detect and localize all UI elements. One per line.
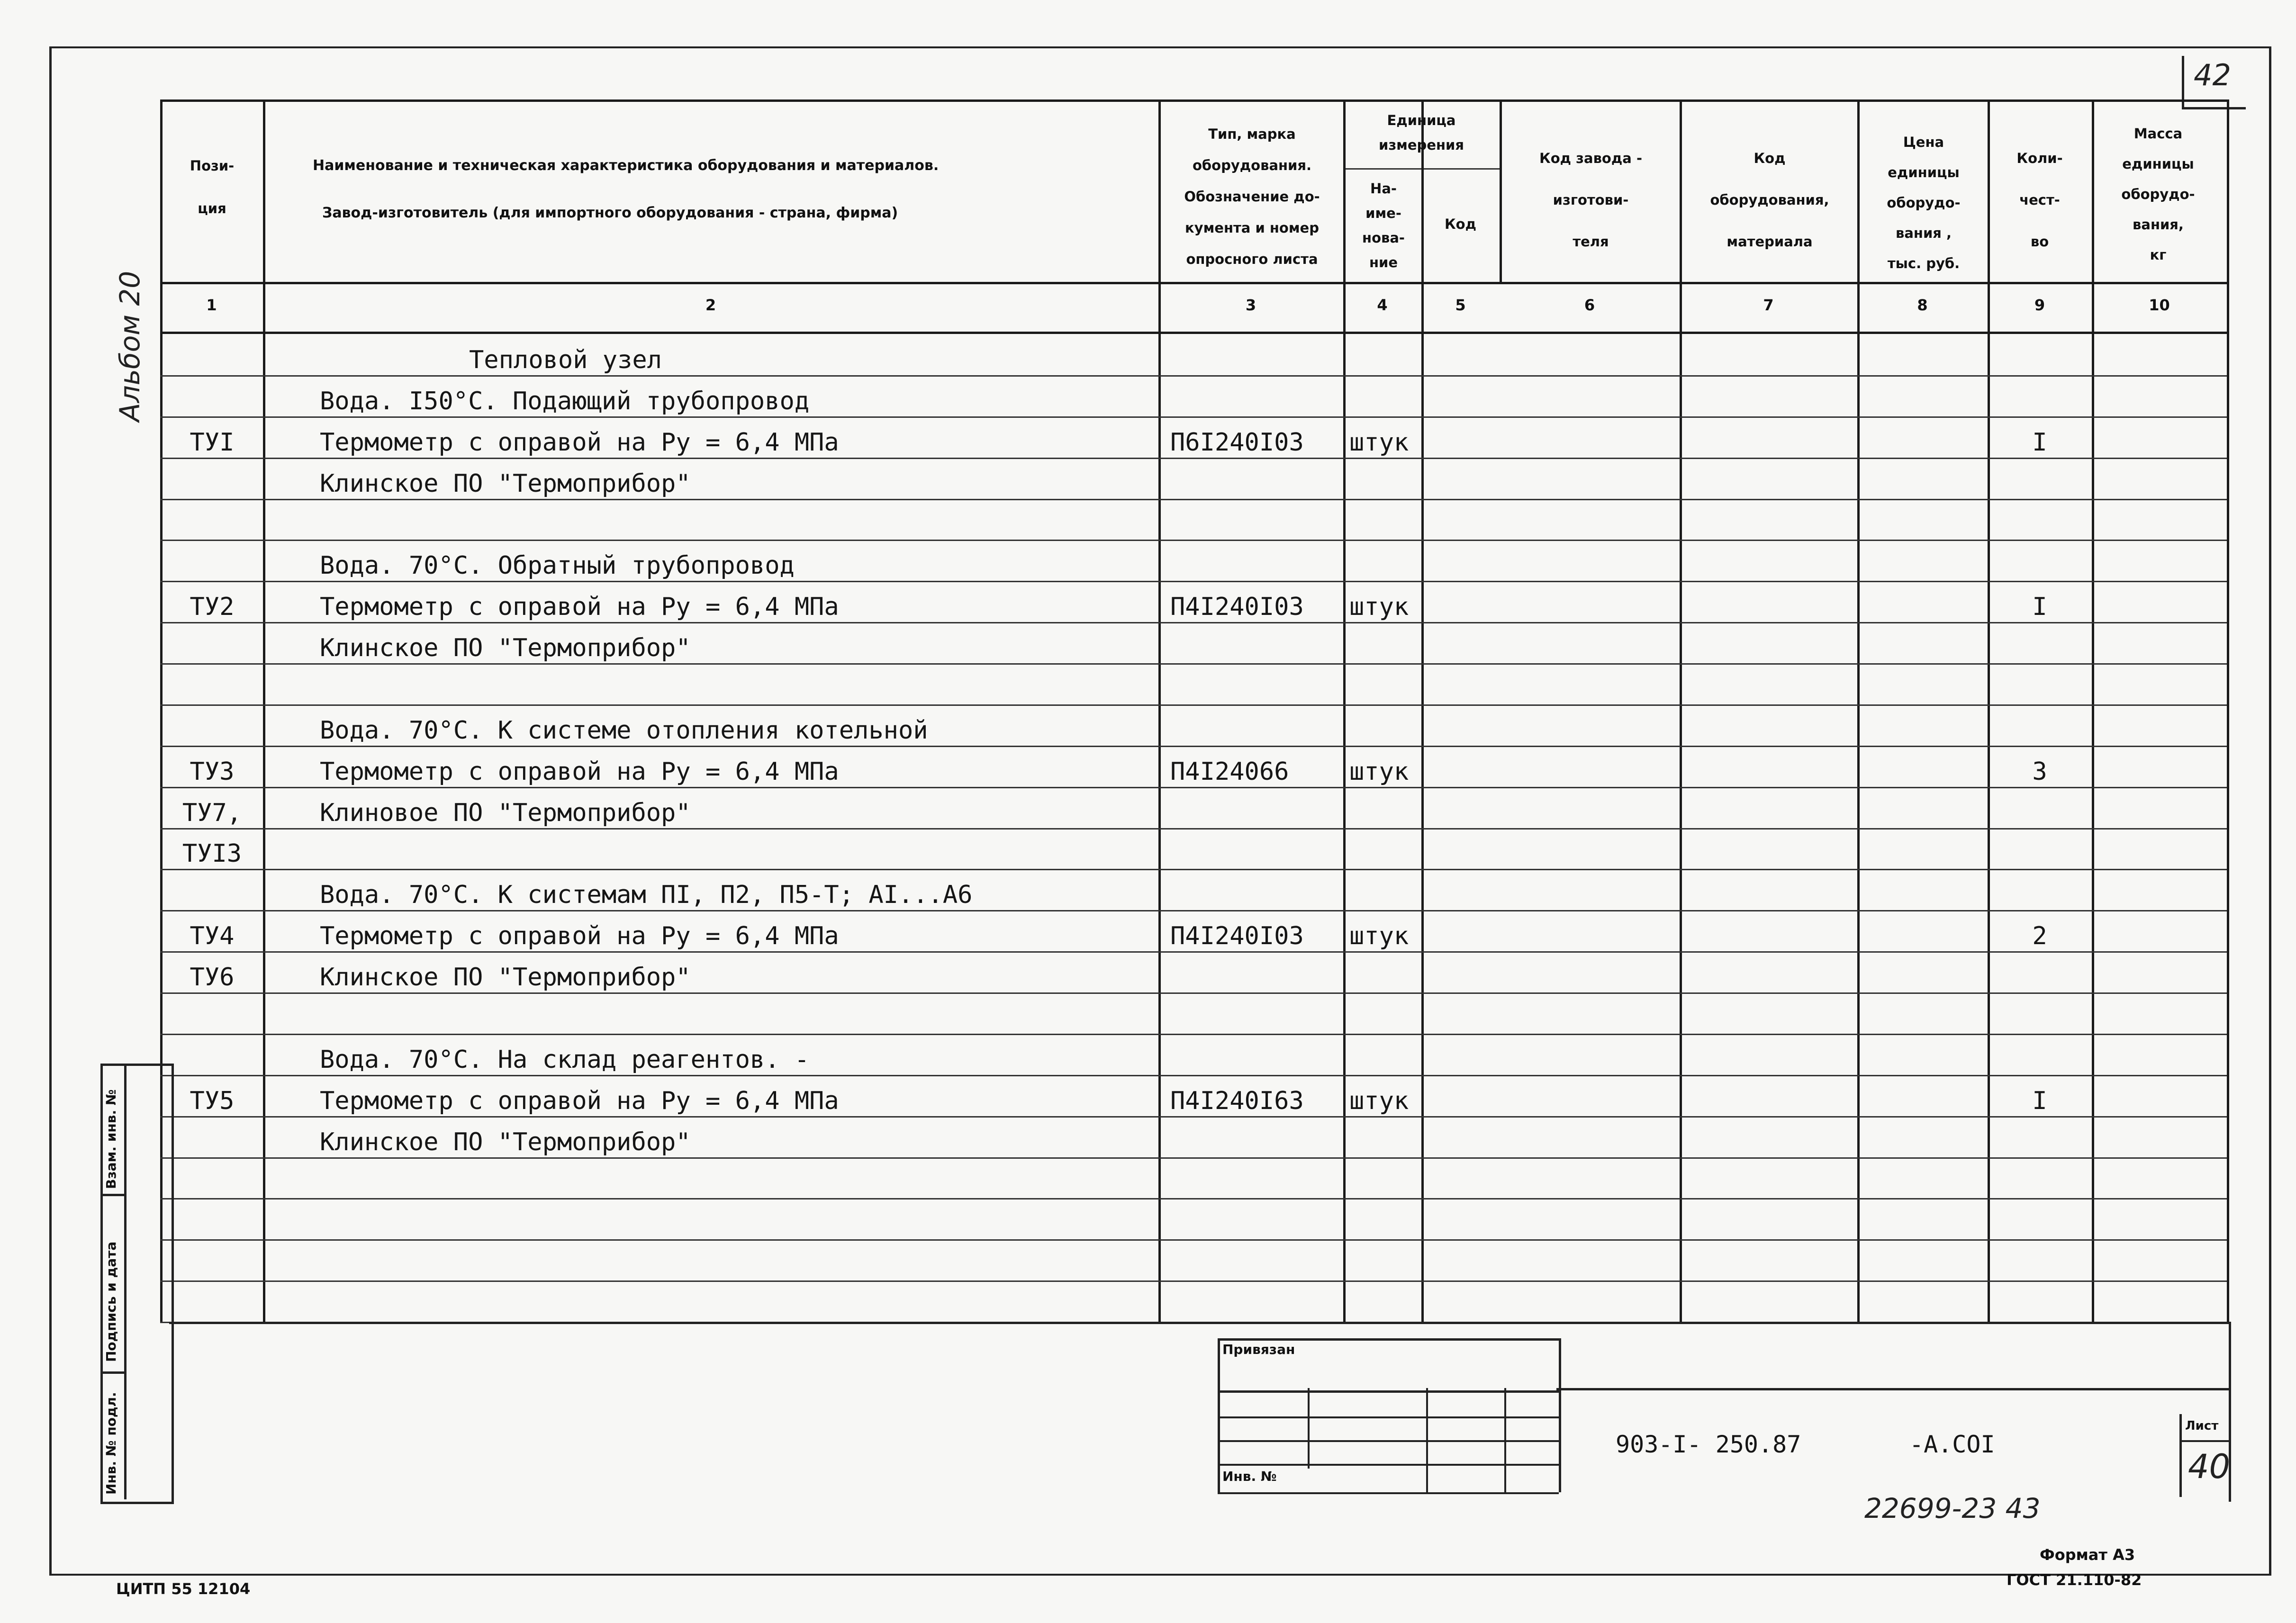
header-unit-code: Код	[1444, 216, 1477, 232]
header-unit-name: На- име- нова- ние	[1362, 180, 1405, 270]
row-unit: штук	[1349, 593, 1409, 621]
doc-suffix: -А.СОI	[1909, 1431, 1995, 1458]
row-type: П4I24066	[1170, 757, 1289, 786]
row-unit: штук	[1349, 428, 1409, 457]
format-label: Формат А3	[2040, 1546, 2135, 1564]
row-name: Вода. 70°C. На склад реагентов. -	[320, 1046, 810, 1074]
row-name: Клинское ПО "Термоприбор"	[320, 963, 691, 992]
inv-no-label: Инв. №	[1222, 1469, 1277, 1484]
column-number: 5	[1455, 296, 1466, 314]
album-label: Альбом 20	[114, 270, 146, 422]
row-type: П4I240I03	[1170, 593, 1304, 621]
row-position: ТУ3	[190, 757, 235, 786]
row-position: ТУI	[190, 428, 235, 457]
sheet-number-top: 42	[2194, 58, 2231, 92]
row-unit: штук	[1349, 757, 1409, 786]
row-name: Термометр с оправой на Ру = 6,4 МПа	[320, 922, 839, 950]
column-number: 4	[1377, 296, 1388, 314]
side-stamp-vzam: Взам. инв. №	[103, 1089, 119, 1189]
header-type: Тип, марка оборудования. Обозначение до- кумента и номер опросного листа	[1184, 126, 1320, 267]
header-equipment-code: Код оборудования, материала	[1710, 150, 1829, 250]
column-number: 6	[1584, 296, 1595, 314]
row-quantity: 3	[2032, 757, 2047, 786]
doc-code: 903-I- 250.87	[1616, 1431, 1801, 1458]
column-number: 10	[2149, 296, 2170, 314]
header-position: Пози- ция	[190, 158, 235, 216]
row-unit: штук	[1349, 922, 1409, 950]
row-position: ТУI3	[182, 839, 242, 868]
row-name: Клинское ПО "Термоприбор"	[320, 1128, 691, 1156]
row-type: П4I240I63	[1170, 1087, 1304, 1115]
column-number: 3	[1245, 296, 1256, 314]
column-number: 2	[705, 296, 716, 314]
row-name: Термометр с оправой на Ру = 6,4 МПа	[320, 593, 839, 621]
gost-label: ГОСТ 21.110-82	[2007, 1571, 2142, 1589]
list-number: 40	[2188, 1447, 2231, 1486]
row-name: Тепловой узел	[469, 346, 662, 374]
row-name: Клинское ПО "Термоприбор"	[320, 469, 691, 498]
row-name: Термометр с оправой на Ру = 6,4 МПа	[320, 1087, 839, 1115]
header-price: Цена единицы оборудо- вания , тыс. руб.	[1887, 134, 1961, 271]
row-name: Термометр с оправой на Ру = 6,4 МПа	[320, 428, 839, 457]
row-position: ТУ6	[190, 963, 235, 992]
list-label: Лист	[2185, 1419, 2219, 1433]
row-name: Клинское ПО "Термоприбор"	[320, 634, 691, 662]
row-quantity: I	[2032, 428, 2047, 457]
header-name: Наименование и техническая характеристика оборудования и материалов. Завод-изготовитель (для импортного оборудования - страна, фирма)	[313, 157, 939, 221]
column-number: 7	[1763, 296, 1774, 314]
row-unit: штук	[1349, 1087, 1409, 1115]
row-name: Вода. 70°C. Обратный трубопровод	[320, 551, 795, 580]
handwritten-number: 22699-23 43	[1864, 1492, 2041, 1524]
column-number: 8	[1917, 296, 1928, 314]
row-name: Вода. I50°C. Подающий трубопровод	[320, 387, 810, 415]
row-name: Клиновое ПО "Термоприбор"	[320, 799, 691, 827]
title-block	[169, 1322, 2231, 1502]
row-quantity: I	[2032, 593, 2047, 621]
row-position: ТУ2	[190, 593, 235, 621]
row-name: Вода. 70°C. К системе отопления котельной	[320, 716, 928, 745]
column-number: 9	[2034, 296, 2045, 314]
header-mass: Масса единицы оборудо- вания, кг	[2121, 126, 2195, 263]
row-position: ТУ5	[190, 1087, 235, 1115]
row-quantity: 2	[2032, 922, 2047, 950]
privyazan-label: Привязан	[1222, 1342, 1295, 1357]
side-stamp-podpis: Подпись и дата	[103, 1241, 119, 1362]
column-number: 1	[206, 296, 217, 314]
header-quantity: Коли- чест- во	[2016, 150, 2063, 250]
row-quantity: I	[2032, 1087, 2047, 1115]
row-type: П6I240I03	[1170, 428, 1304, 457]
row-position: ТУ7,	[182, 799, 242, 827]
row-type: П4I240I03	[1170, 922, 1304, 950]
bottom-left-code: ЦИТП 55 12104	[116, 1580, 251, 1598]
row-name: Термометр с оправой на Ру = 6,4 МПа	[320, 757, 839, 786]
row-name: Вода. 70°C. К системам ПI, П2, П5-Т; АI...А6	[320, 881, 973, 909]
header-factory-code: Код завода - изготови- теля	[1539, 150, 1642, 250]
row-position: ТУ4	[190, 922, 235, 950]
header-unit: Единица измерения	[1379, 112, 1464, 153]
side-stamp-inv-podl: Инв. № подл.	[103, 1392, 119, 1495]
